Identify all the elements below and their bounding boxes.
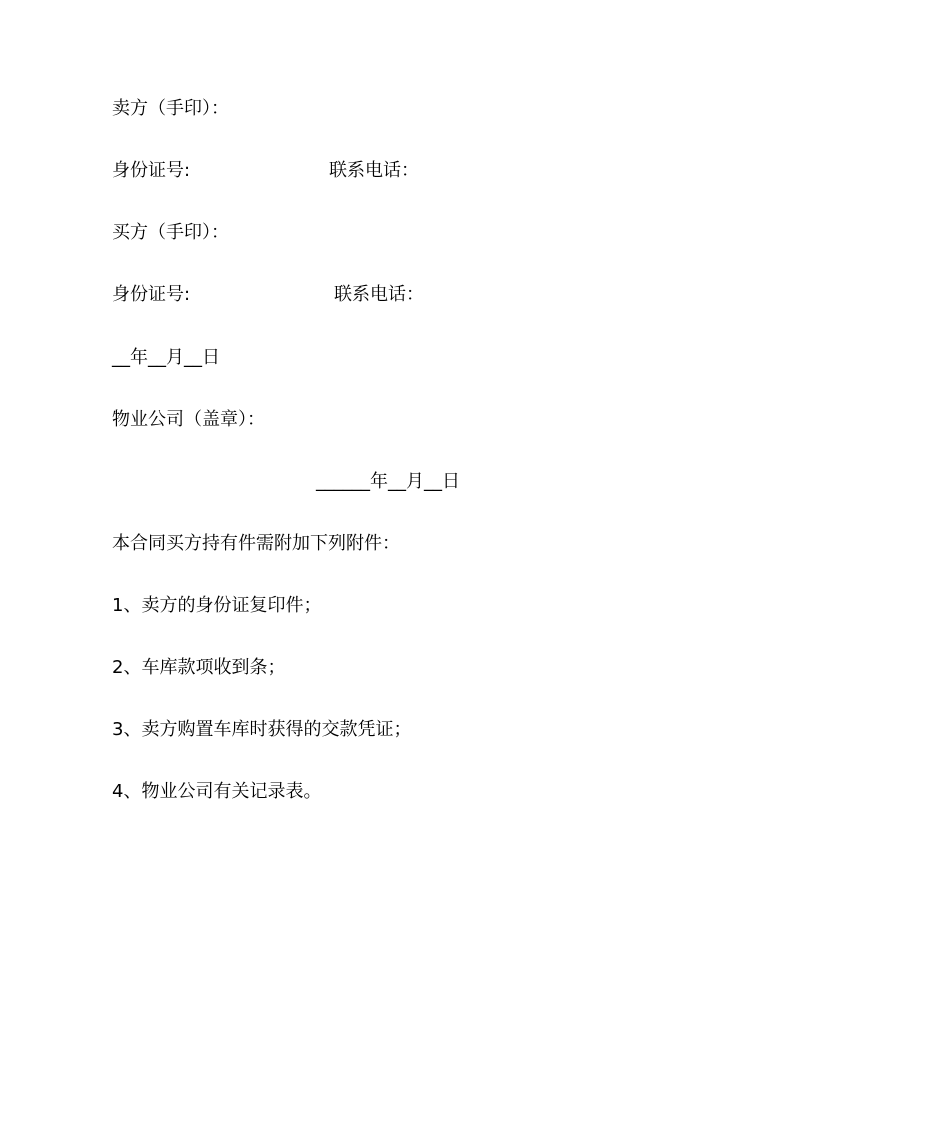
signing-date-line: __年__月__日: [112, 347, 220, 368]
property-company-date-line: ______年__月__日: [316, 471, 460, 492]
property-company-seal-label: 物业公司（盖章）：: [112, 409, 265, 430]
buyer-phone-label: 联系电话：: [334, 284, 424, 305]
buyer-id-label: 身份证号:: [112, 284, 191, 305]
attachment-item: 1、卖方的身份证复印件；: [112, 595, 322, 616]
seller-phone-label: 联系电话：: [329, 160, 419, 181]
attachments-intro: 本合同买方持有件需附加下列附件：: [112, 533, 400, 554]
seller-id-label: 身份证号:: [112, 160, 191, 181]
seller-signature-label: 卖方（手印）：: [112, 98, 229, 119]
attachment-item: 3、卖方购置车库时获得的交款凭证；: [112, 719, 412, 740]
attachment-item: 2、车库款项收到条；: [112, 657, 286, 678]
buyer-signature-label: 买方（手印）：: [112, 222, 229, 243]
attachment-item: 4、物业公司有关记录表。: [112, 781, 322, 802]
